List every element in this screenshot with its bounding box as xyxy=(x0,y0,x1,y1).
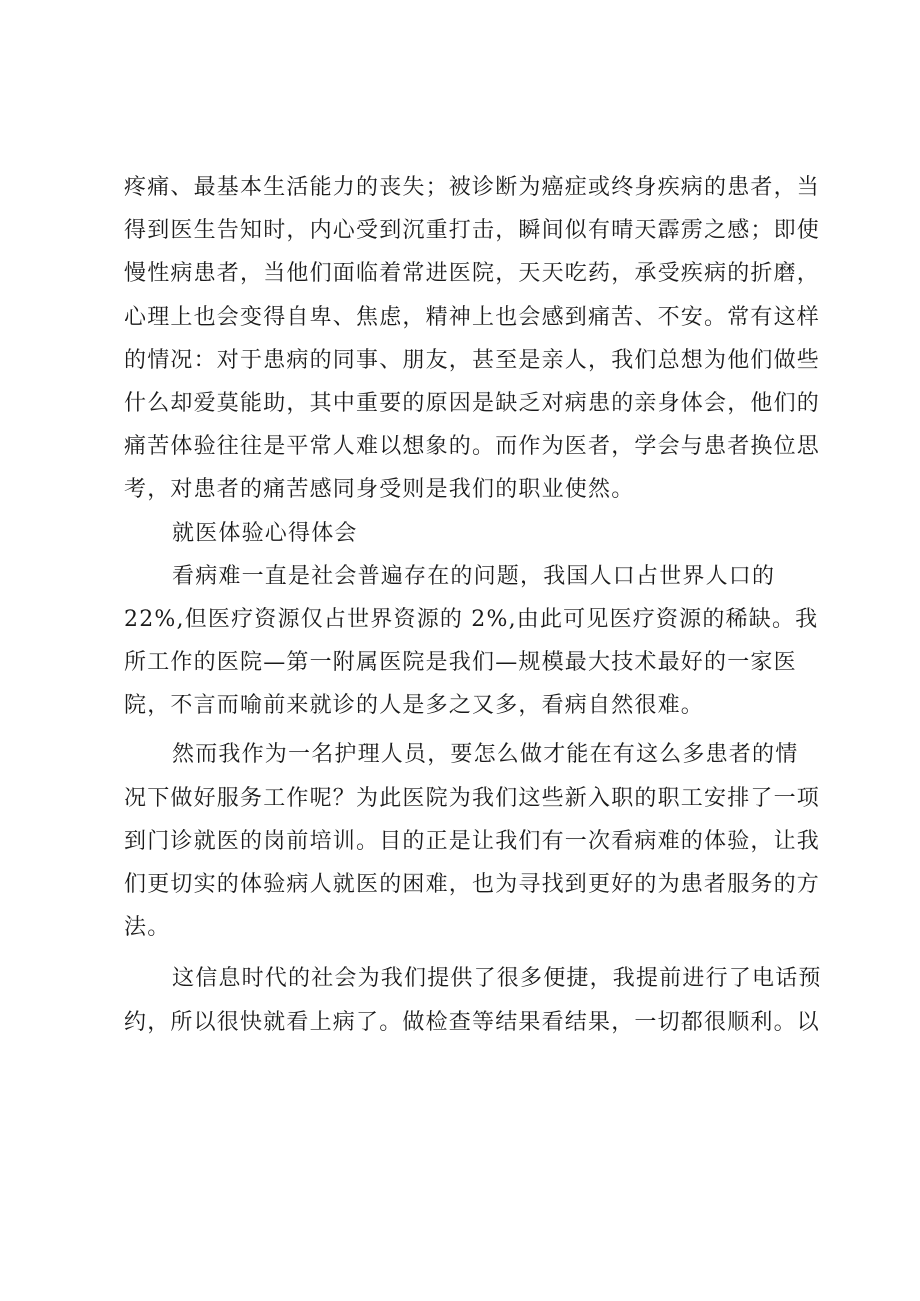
text-line: 疼痛、最基本生活能力的丧失；被诊断为癌症或终身疾病的患者，当 xyxy=(124,175,821,200)
text-line: 的情况：对于患病的同事、朋友，甚至是亲人，我们总想为他们做些 xyxy=(124,347,821,373)
text-line: 然而我作为一名护理人员，要怎么做才能在有这么多患者的情 xyxy=(172,742,799,768)
text-line: 痛苦体验往往是平常人难以想象的。而作为医者，学会与患者换位思 xyxy=(124,434,821,460)
text-line: 慢性病患者，当他们面临着常进医院，天天吃药，承受疾病的折磨， xyxy=(124,261,821,287)
text-line: 况下做好服务工作呢？为此医院为我们这些新入职的职工安排了一项 xyxy=(124,785,821,811)
text-line: 法。 xyxy=(124,915,171,941)
paragraph-3 xyxy=(124,733,820,949)
text-line: 院，不言而喻前来就诊的人是多之又多，看病自然很难。 xyxy=(124,693,705,719)
paragraph-4 xyxy=(124,957,820,1043)
text-line: 什么却爱莫能助，其中重要的原因是缺乏对病患的亲身体会，他们的 xyxy=(124,390,821,416)
text-line: 到门诊就医的岗前培训。目的正是让我们有一次看病难的体验，让我 xyxy=(124,828,821,854)
text-line: 这信息时代的社会为我们提供了很多便捷，我提前进行了电话预 xyxy=(172,966,822,992)
text-line: 心理上也会变得自卑、焦虑，精神上也会感到痛苦、不安。常有这样 xyxy=(124,304,821,330)
paragraph-1 xyxy=(124,166,820,512)
document-body xyxy=(124,166,820,1044)
text-line: 考，对患者的痛苦感同身受则是我们的职业使然。 xyxy=(124,477,635,503)
text-line: 看病难一直是社会普遍存在的问题，我国人口占世界人口的 xyxy=(172,563,776,589)
text-line: 22%,但医疗资源仅占世界资源的 2%,由此可见医疗资源的稀缺。我 xyxy=(124,606,819,632)
paragraph-2 xyxy=(124,555,820,728)
section-heading: 就医体验心得体会 xyxy=(172,520,358,546)
text-line: 们更切实的体验病人就医的困难，也为寻找到更好的为患者服务的方 xyxy=(124,872,821,897)
text-line: 得到医生告知时，内心受到沉重打击，瞬间似有晴天霹雳之感；即使 xyxy=(124,218,821,244)
text-line: 约，所以很快就看上病了。做检查等结果看结果，一切都很顺利。以 xyxy=(124,1009,821,1035)
text-line: 所工作的医院—第一附属医院是我们—规模最大技术最好的一家医 xyxy=(124,650,797,676)
